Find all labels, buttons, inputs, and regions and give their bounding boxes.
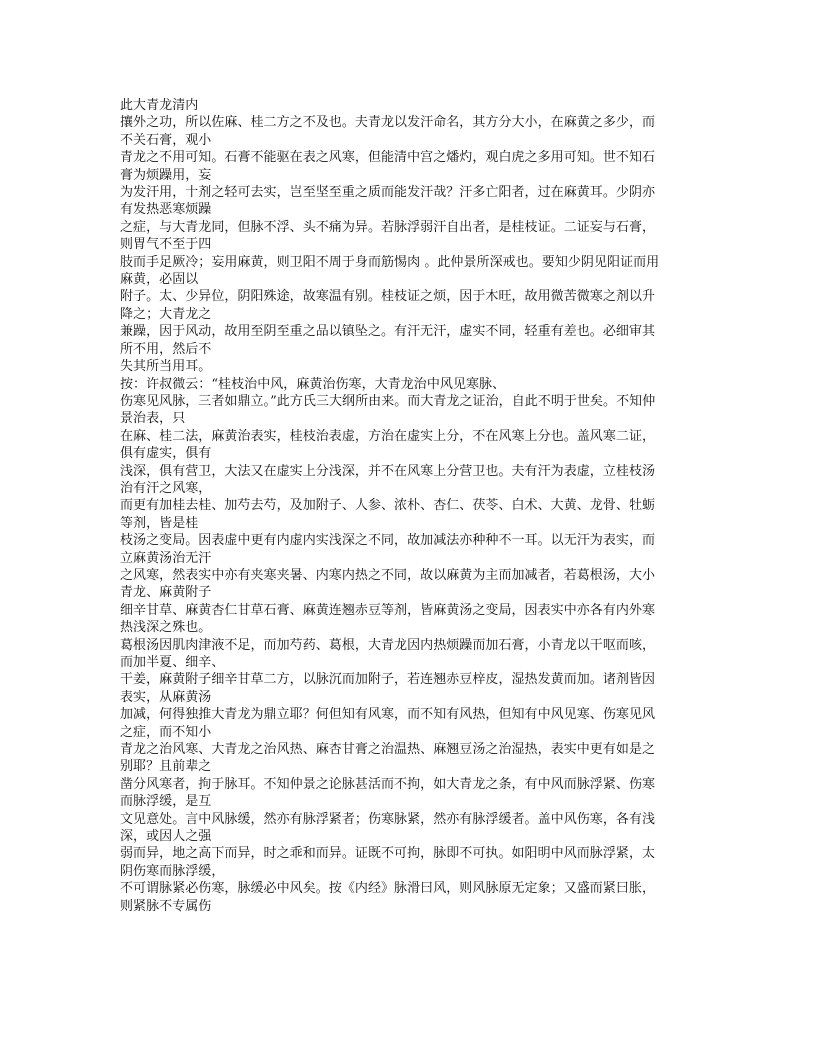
text-line: 此大青龙清内 bbox=[120, 98, 199, 113]
text-line: 而脉浮缓，是互 bbox=[120, 794, 212, 810]
text-line: 治有汗之风寒， bbox=[120, 480, 212, 496]
text-line: 膏为烦躁用，妄 bbox=[120, 167, 212, 183]
text-line: 而更有加桂去桂、加芍去芍，及加附子、人参、浓朴、杏仁、茯苓、白术、大黄、龙骨、牡蛎 bbox=[120, 498, 656, 514]
text-line: 俱有虚实，俱有 bbox=[120, 446, 212, 462]
text-line: 之症，而不知小 bbox=[120, 724, 212, 740]
text-line: 弱而异，地之高下而异，时之乖和而异。证既不可拘，脉即不可执。如阳明中风而脉浮紧，太 bbox=[120, 846, 656, 862]
text-line: 表实，从麻黄汤 bbox=[120, 689, 212, 705]
text-line: 青龙、麻黄附子 bbox=[120, 585, 212, 601]
text-line: 加减，何得独推大青龙为鼎立耶？何但知有风寒，而不知有风热，但知有中风见寒、伤寒见风 bbox=[120, 707, 656, 723]
text-line: 热浅深之殊也。 bbox=[120, 620, 212, 636]
text-line: 兼躁，因于风动，故用至阴至重之品以镇坠之。有汗无汗，虚实不同，轻重有差也。必细审其 bbox=[120, 324, 656, 340]
text-line: 别耶？且前辈之 bbox=[120, 759, 212, 775]
text-line: 有发热恶寒烦躁 bbox=[120, 202, 212, 218]
text-line: 青龙之不用可知。石膏不能驱在表之风寒，但能清中宫之燔灼，观白虎之多用可知。世不知石 bbox=[120, 150, 656, 166]
text-line: 青龙之治风寒、大青龙之治风热、麻杏甘膏之治温热、麻翘豆汤之治湿热，表实中更有如是之 bbox=[120, 742, 656, 758]
text-line: 凿分风寒者，拘于脉耳。不知仲景之论脉甚活而不拘，如大青龙之条，有中风而脉浮紧、伤寒 bbox=[120, 776, 656, 792]
text-line: 麻黄，必固以 bbox=[120, 272, 199, 288]
text-line: 之风寒，然表实中亦有夹寒夹暑、内寒内热之不同，故以麻黄为主而加减者，若葛根汤，大小 bbox=[120, 567, 656, 583]
text-line: 所不用，然后不 bbox=[120, 341, 212, 357]
text-line: 细辛甘草、麻黄杏仁甘草石膏、麻黄连翘赤豆等剂，皆麻黄汤之变局，因表实中亦各有内外寒 bbox=[120, 602, 656, 618]
text-line: 伤寒见风脉，三者如鼎立。”此方氏三大纲所由来。而大青龙之证治，自此不明于世矣。不知仲 bbox=[120, 393, 656, 409]
text-line: 为发汗用，十剂之轻可去实，岂至坚至重之质而能发汗哉？汗多亡阳者，过在麻黄耳。少阴亦 bbox=[120, 185, 656, 201]
text-line: 不关石膏，观小 bbox=[120, 132, 212, 148]
text-line: 景治表，只 bbox=[120, 411, 186, 427]
text-line: 阴伤寒而脉浮缓， bbox=[120, 863, 225, 879]
text-line: 之症，与大青龙同，但脉不浮、头不痛为异。若脉浮弱汗自出者，是桂枝证。二证妄与石膏， bbox=[120, 219, 656, 235]
text-line: 则紧脉不专属伤 bbox=[120, 898, 212, 914]
text-line: 肢而手足厥冷；妄用麻黄，则卫阳不周于身而筋惕肉 。此仲景所深戒也。要知少阴见阳证而用 bbox=[120, 254, 660, 270]
text-line: 在麻、桂二法，麻黄治表实，桂枝治表虚，方治在虚实上分，不在风寒上分也。盖风寒二证， bbox=[120, 428, 656, 444]
text-line: 则胃气不至于四 bbox=[120, 237, 212, 253]
text-line: 不可谓脉紧必伤寒，脉缓必中风矣。按《内经》脉滑曰风，则风脉原无定象；又盛而紧曰胀， bbox=[120, 881, 656, 897]
text-line: 立麻黄汤治无汗 bbox=[120, 550, 212, 566]
document-page bbox=[120, 97, 700, 915]
text-line: 按：许叔微云：“桂枝治中风，麻黄治伤寒，大青龙治中风见寒脉、 bbox=[120, 376, 506, 392]
text-line: 枝汤之变局。因表虚中更有内虚内实浅深之不同，故加减法亦种种不一耳。以无汗为表实，而 bbox=[120, 533, 656, 549]
text-line: 葛根汤因肌肉津液不足，而加芍药、葛根，大青龙因内热烦躁而加石膏，小青龙以干呕而咳， bbox=[120, 637, 656, 653]
text-line: 浅深，俱有营卫，大法又在虚实上分浅深，并不在风寒上分营卫也。夫有汗为表虚，立桂枝汤 bbox=[120, 463, 656, 479]
text-line: 干姜，麻黄附子细辛甘草二方，以脉沉而加附子，若连翘赤豆梓皮，湿热发黄而加。诸剂皆因 bbox=[120, 672, 656, 688]
text-line: 文见意处。言中风脉缓，然亦有脉浮紧者；伤寒脉紧，然亦有脉浮缓者。盖中风伤寒，各有浅 bbox=[120, 811, 656, 827]
text-line: 深，或因人之强 bbox=[120, 829, 212, 845]
text-line: 失其所当用耳。 bbox=[120, 359, 212, 375]
text-line: 等剂，皆是桂 bbox=[120, 515, 199, 531]
text-line: 降之；大青龙之 bbox=[120, 306, 212, 322]
text-line: 攘外之功，所以佐麻、桂二方之不及也。夫青龙以发汗命名，其方分大小，在麻黄之多少，而 bbox=[120, 115, 656, 131]
text-line: 附子。太、少异位，阴阳殊途，故寒温有别。桂枝证之烦，因于木旺，故用微苦微寒之剂以升 bbox=[120, 289, 656, 305]
text-line: 而加半夏、细辛、 bbox=[120, 655, 225, 670]
